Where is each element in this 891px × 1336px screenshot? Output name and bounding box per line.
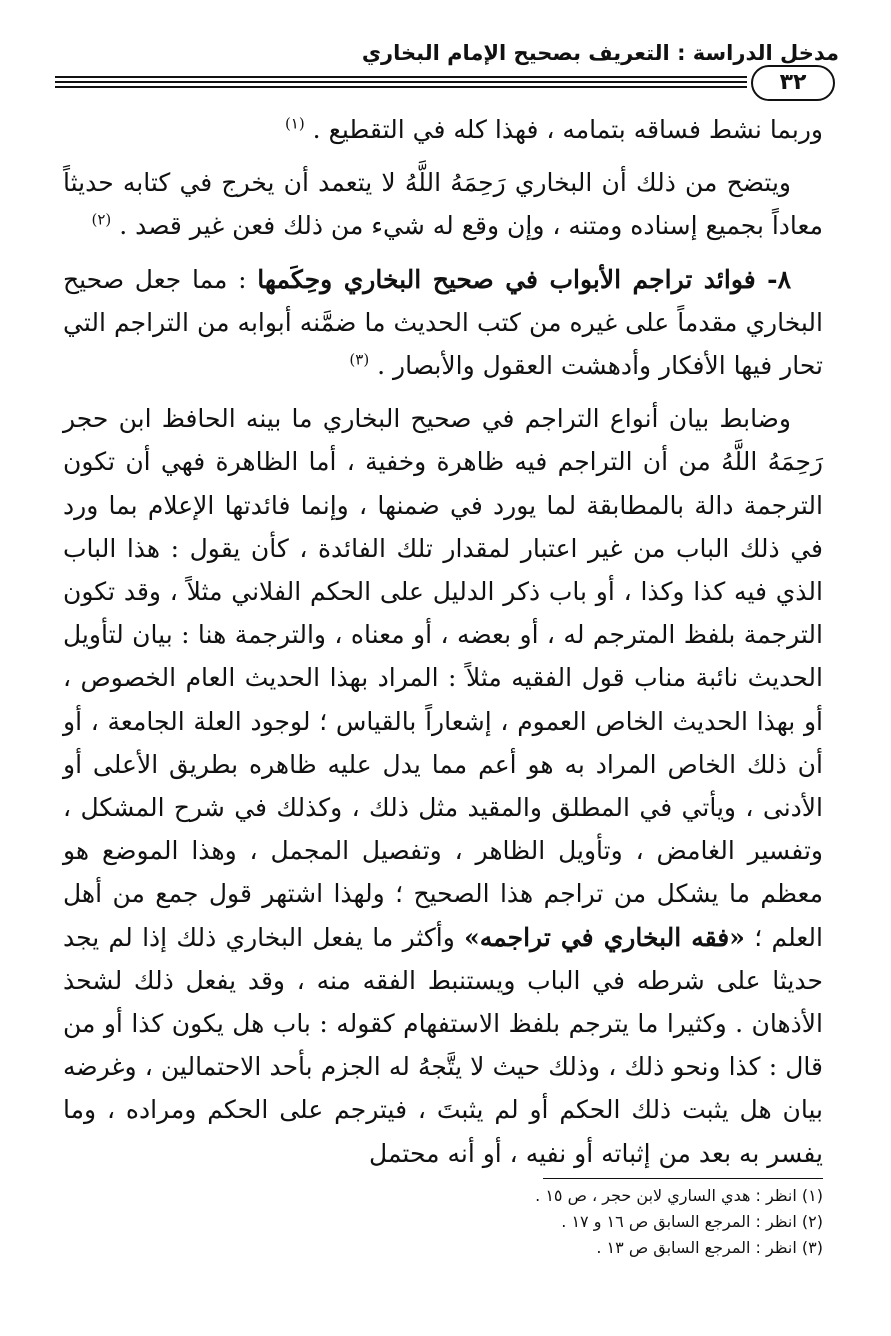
header-rule bbox=[55, 76, 747, 78]
quoted-saying: «فقه البخاري في تراجمه» bbox=[464, 922, 745, 952]
paragraph bbox=[63, 258, 823, 388]
paragraph bbox=[63, 161, 823, 247]
paragraph-text: وضابط بيان أنواع التراجم في صحيح البخاري ما بينه الحافظ ابن حجر رَحِمَهُ اللَّهُ من أن التراجم فيه ظاهرة وخفية ، أما الظاهرة فهي أن تكون الترجمة دالة بالمطابقة لما يورد في ضمنها ، وإنما فائدتها الإعلام بما ورد في ذلك الباب من غير اعتبار لمقدار تلك الفائدة ، كأن يقول : هذا الباب الذي فيه كذا وكذا ، أو باب ذكر الدليل على الحكم الفلاني مثلاً ، وقد تكون الترجمة بلفظ المترجم له ، أو بعضه ، أو معناه ، والترجمة هنا : بيان لتأويل الحديث نائبة مناب قول الفقيه مثلاً : المراد بهذا الحديث العام الخصوص ، أو بهذا الحديث الخاص العموم ، إشعاراً بالقياس ؛ لوجود العلة الجامعة ، أو أن ذلك الخاص المراد به هو أعم مما يدل عليه ظاهره بطريق الأعلى أو الأدنى ، ويأتي في المطلق والمقيد مثل ذلك ، وكذلك في شرح المشكل ، وتفسير الغامض ، وتأويل الظاهر ، وتفصيل المجمل ، وهذا الموضع هو معظم ما يشكل من تراجم هذا الصحيح ؛ ولهذا اشتهر قول جمع من أهل العلم ؛ bbox=[63, 404, 823, 952]
footnote: (٢) انظر : المرجع السابق ص ١٦ و ١٧ . bbox=[561, 1212, 823, 1231]
header-rule bbox=[55, 86, 747, 88]
paragraph bbox=[63, 397, 823, 1175]
running-title: مدخل الدراسة : التعريف بصحيح الإمام البخاري bbox=[361, 41, 839, 65]
page-number: ٣٢ bbox=[751, 65, 835, 101]
main-text bbox=[63, 108, 823, 1175]
footnote-ref: (١) bbox=[284, 114, 305, 133]
paragraph-text: : مما جعل صحيح البخاري مقدماً على غيره من كتب الحديث ما ضمَّنه أبوابه من التراجم التي تحار فيها الأفكار وأدهشت العقول والأبصار . bbox=[63, 264, 823, 381]
paragraph-text: وأكثر ما يفعل البخاري ذلك إذا لم يجد حديثا على شرطه في الباب ويستنبط الفقه منه ، وقد يفعل ذلك لشحذ الأذهان . وكثيرا ما يترجم بلفظ الاستفهام كقوله : باب هل يكون كذا أو من قال : كذا ونحو ذلك ، وذلك حيث لا يتَّجهُ له الجزم بأحد الاحتمالين ، وغرضه بيان هل يثبت ذلك الحكم أو لم يثبتَ ، فيترجم على الحكم ومراده ، وما يفسر به بعد من إثباته أو نفيه ، أو أنه محتمل bbox=[63, 922, 823, 1168]
paragraph-text: وربما نشط فساقه بتمامه ، فهذا كله في التقطيع . bbox=[312, 115, 823, 144]
section-heading: ٨- فوائد تراجم الأبواب في صحيح البخاري وحِكَمها bbox=[257, 264, 791, 294]
footnote: (١) انظر : هدي الساري لابن حجر ، ص ١٥ . bbox=[535, 1186, 823, 1205]
footnote: (٣) انظر : المرجع السابق ص ١٣ . bbox=[596, 1238, 823, 1257]
footnote-ref: (٣) bbox=[349, 350, 370, 369]
footnote-separator bbox=[543, 1178, 823, 1179]
header-rule bbox=[55, 81, 747, 83]
footnotes bbox=[63, 1183, 823, 1261]
paragraph-text: ويتضح من ذلك أن البخاري رَحِمَهُ اللَّهُ لا يتعمد أن يخرج في كتابه حديثاً معاداً بجميع إسناده ومتنه ، وإن وقع له شيء من ذلك فعن غير قصد . bbox=[63, 168, 823, 241]
footnote-ref: (٢) bbox=[91, 211, 112, 230]
paragraph bbox=[63, 108, 823, 151]
